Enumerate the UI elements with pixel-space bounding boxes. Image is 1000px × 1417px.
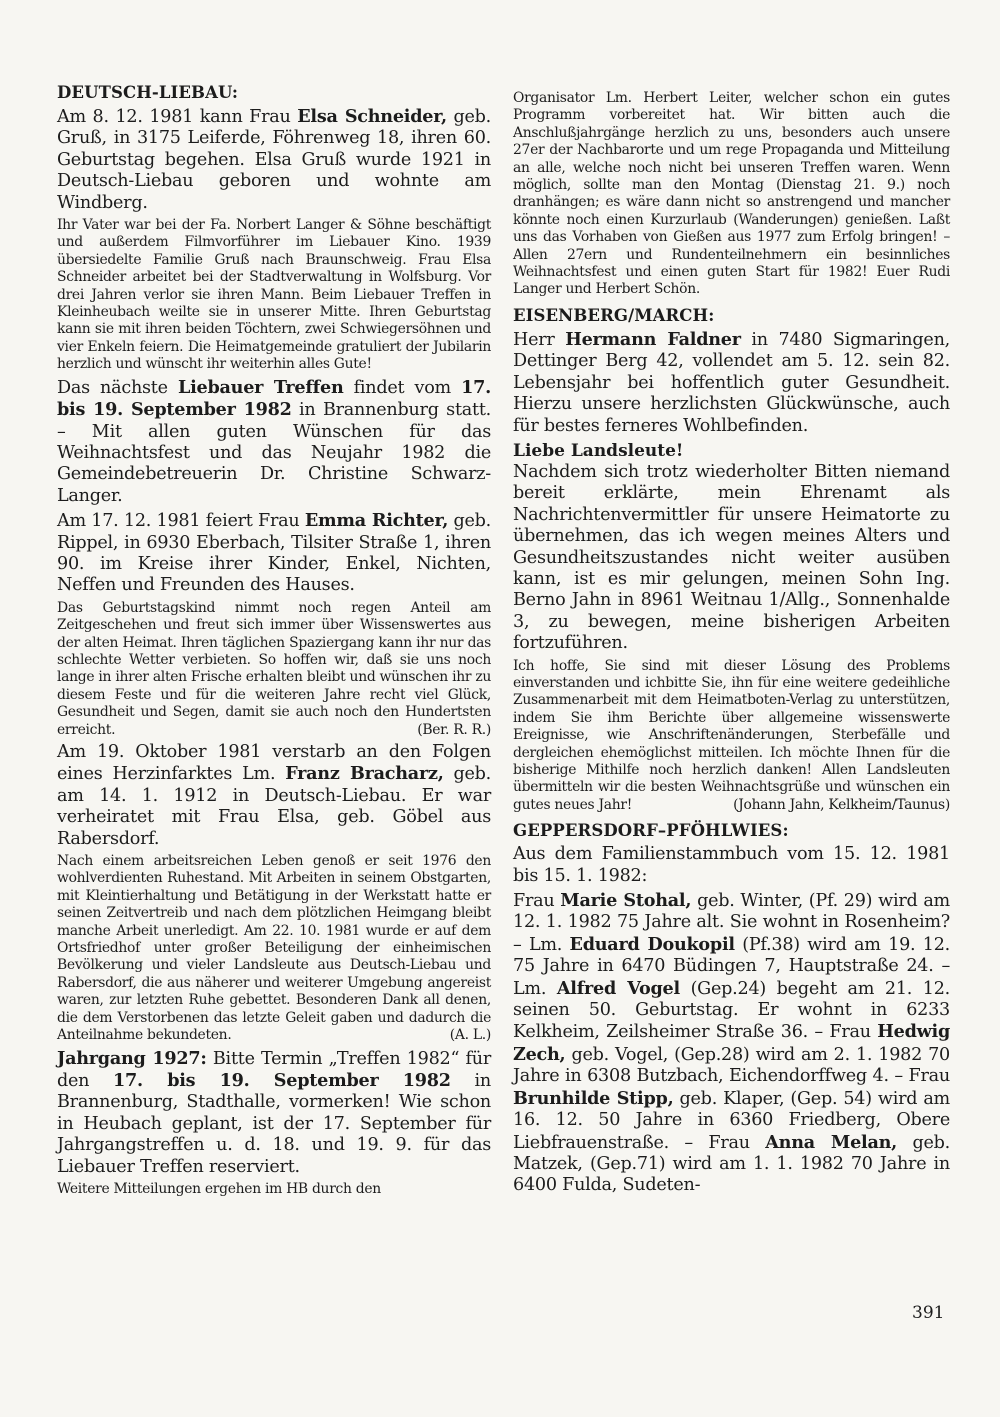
text-run: geb. Matzek, (Gep.71) wird am 1. 1. 1982 70 Jahre in 6400 Fulda, Sudeten- [513, 1132, 950, 1196]
text-run: Nachdem sich trotz wiederholter Bitten niemand bereit erklärte, mein Ehrenamt als Nachrichtenvermittler für unsere Heimatorte zu übernehmen, das ich wegen meines Alters und Gesundheitszustandes nicht weiter ausüben kann, ist es mir gelungen, meinen Sohn Ing. Berno Jahn in 8961 Weitnau 1/Allg., Sonnenhalde 3, zu bewegen, meine bisherigen Arbeiten fortzuführen. [513, 461, 950, 654]
bold-text: Alfred Vogel [556, 977, 680, 999]
author-signature: (Johann Jahn, Kelkheim/Taunus) [733, 796, 950, 813]
left-column [57, 76, 491, 1201]
text-run: Organisator Lm. Herbert Leiter, welcher schon ein gutes Programm vorbereitet hat. Wir bitten auch die Anschlußjahrgänge herzlich zu uns, besonders auch unsere 27er der Nachbarorte und um rege Propaganda und Mitteilung an alle, welche noch nicht bei unseren Treffen waren. Wenn möglich, sollte man den Montag (Dienstag 21. 9.) noch dranhängen; es wäre dann nicht so anstrengend und mancher könnte noch einen Kurzurlaub (Wanderungen) genießen. Laßt uns das Vorhaben von Gießen aus 1977 zum Erfolg bringen! – Allen 27ern und Rundenteilnehmern ein besinnliches Weihnachtsfest und einen guten Start für 1982! Euer Rudi Langer und Herbert Schön. [513, 90, 950, 298]
text-run: Nach einem arbeitsreichen Leben genoß er seit 1976 den wohlverdienten Ruhestand. Mit Arbeiten in seinem Obstgarten, mit Kleintierhaltung und Betätigung in der Werkstatt hatte er seinen Zeitvertreib und nach dem plötzlichen Heimgang bleibt manche Arbeit unerledigt. Am 22. 10. 1981 wurde er auf dem Ortsfriedhof unter großer Beteiligung der einheimischen Bevölkerung und vieler Landsleute aus Deutsch-Liebau und Rabersdorf, die aus näherer und weiterer Umgebung angereist waren, zur letzten Ruhe gebettet. Besonderen Dank all denen, die dem Verstorbenen das letzte Geleit gaben und dadurch die Anteilnahme bekundeten. [57, 853, 491, 1044]
text-run: geb. Gruß, in 3175 Leiferde, Föhrenweg 18, ihren 60. Geburtstag begehen. Elsa Gruß wurde 1921 in Deutsch-Liebau geboren und wohnte am Windberg. [57, 107, 491, 213]
text-run: in 7480 Sigmaringen, Dettinger Berg 42, vollendet am 5. 12. sein 82. Lebensjahr bei hoffentlich guter Gesundheit. Hierzu unsere herzlichsten Glückwünsche, auch für bestes ferneres Wohlbefinden. [513, 329, 950, 436]
paragraph [57, 106, 491, 214]
text-run: in Brannenburg statt. – Mit allen guten Wünschen für das Weihnachtsfest und das Neujahr 1982 die Gemeindebetreuerin Dr. Christine Schwarz-Langer. [57, 400, 491, 506]
text-run: Am 19. Oktober 1981 verstarb an den Folgen eines Herzinfarktes Lm. [57, 742, 491, 785]
text-run: Ich hoffe, Sie sind mit dieser Lösung des Problems einverstanden und ichbitte Sie, ihn für eine weitere gedeihliche Zusammenarbeit mit dem Heimatboten-Verlag zu unterstützen, indem Sie ihm Berichte über allgemeine wissenswerte Ereignisse, wie Anschriftenänderungen, Sterbefälle und dergleichen ehemöglichst mitteilen. Ich möchte Ihnen für die bisherige Mithilfe noch herzlich danken! Allen Landsleuten übermitteln wir die besten Weihnachtsgrüße und wünschen ein gutes neues Jahr! [513, 657, 950, 813]
paragraph [513, 890, 950, 1197]
paragraph [57, 853, 491, 1044]
text-run: Das nächste [57, 377, 178, 398]
text-run: (Pf.38) wird am 19. 12. 75 Jahre in 6470 Büdingen 7, Hauptstraße 24. – Lm. [513, 934, 950, 999]
paragraph [57, 1048, 491, 1178]
text-run: findet vom [343, 377, 462, 398]
text-run: geb. Vogel, (Gep.28) wird am 2. 1. 1982 70 Jahre in 6308 Butzbach, Eichendorffweg 4. – Frau [513, 1044, 950, 1087]
text-run: geb. Winter, (Pf. 29) wird am 12. 1. 1982 75 Jahre alt. Sie wohnt in Rosenheim? – Lm. [513, 891, 950, 955]
paragraph [513, 90, 950, 299]
text-run: Herr [513, 329, 566, 350]
text-run: geb. Rippel, in 6930 Eberbach, Tilsiter Straße 1, ihren 90. im Kreise ihrer Kinder, Enkel, Nichten, Neffen und Freunden des Hauses. [57, 511, 491, 596]
section-heading [513, 305, 950, 327]
text-run: Das Geburtstagskind nimmt noch regen Anteil am Zeitgeschehen und freut sich immer über Wissenswertes aus der alten Heimat. Ihren täglichen Spaziergang kann ihr nur das schlechte Wetter verbieten. So hoffen wir, daß sie uns noch lange in ihrer alten Frische erhalten bleibt und wünschen ihr zu diesem Feste und für die weiteren Jahre recht viel Glück, Gesundheit und Segen, damit sie auch noch den Hundertsten erreicht. [57, 599, 491, 738]
paragraph [513, 844, 950, 887]
paragraph [513, 462, 950, 655]
text-run: geb. Klaper, (Gep. 54) wird am 16. 12. 50 Jahre in 6360 Friedberg, Obere Liebfrauenstraße. – Frau [513, 1088, 950, 1153]
author-signature: (A. L.) [449, 1027, 491, 1044]
text-run: DEUTSCH-LIEBAU: [57, 83, 239, 102]
right-column [513, 90, 950, 1200]
paragraph [57, 742, 491, 850]
text-run: Am 8. 12. 1981 kann Frau [57, 107, 298, 127]
paragraph [513, 329, 950, 437]
text-run: Ihr Vater war bei der Fa. Norbert Langer & Söhne beschäftigt und außerdem Filmvorführer im Liebauer Kino. 1939 übersiedelte Familie Gruß nach Braunschweig. Frau Elsa Schneider arbeitet bei der Stadtverwaltung in Wolfsburg. Vor drei Jahren verlor sie ihren Mann. Beim Liebauer Treffen in Kleinheubach weilte sie in unserer Mitte. Ihren Geburtstag kann sie mit ihren beiden Töchtern, zwei Schwiegersöhnen und vier Enkeln feiern. Die Heimatgemeinde gratuliert der Jubilarin herzlich und wünscht ihr weiterhin alles Gute! [57, 217, 491, 373]
section-heading [57, 82, 491, 104]
text-run: (Gep.24) begeht am 21. 12. seinen 50. Geburtstag. Er wohnt in 6233 Kelkheim, Zeilsheimer Straße 36. – Frau [513, 978, 950, 1043]
text-run: EISENBERG/MARCH: [513, 305, 715, 325]
author-signature: (Ber. R. R.) [417, 721, 491, 738]
text-run: Liebe Landsleute! [513, 440, 684, 461]
bold-text: Elsa Schneider, [297, 106, 447, 127]
text-run: Aus dem Familienstammbuch vom 15. 12. 1981 bis 15. 1. 1982: [513, 844, 950, 886]
salutation [513, 440, 950, 462]
paragraph [57, 377, 491, 507]
bold-text: Brunhilde Stipp, [513, 1087, 674, 1109]
bold-text: Franz Bracharz, [285, 763, 444, 785]
bold-text: Emma Richter, [304, 510, 449, 532]
bold-text: Jahrgang 1927: [57, 1047, 207, 1069]
text-run: Am 17. 12. 1981 feiert Frau [57, 511, 305, 532]
text-run: geb. am 14. 1. 1912 in Deutsch-Liebau. Er war verheiratet mit Frau Elsa, geb. Göbel aus Rabersdorf. [57, 764, 491, 849]
bold-text: 17. bis 19. September 1982 [57, 376, 491, 421]
bold-text: Hermann Faldner [565, 328, 741, 350]
text-run: in Brannenburg, Stadthalle, vormerken! Wie schon in Heubach geplant, ist der 17. September für Jahrgangstreffen u. d. 18. und 19. 9. für das Liebauer Treffen reserviert. [57, 1070, 491, 1177]
bold-text: 17. bis 19. September 1982 [113, 1069, 451, 1091]
bold-text: Anna Melan, [765, 1131, 898, 1153]
paragraph [57, 510, 491, 597]
text-run: GEPPERSDORF–PFÖHLWIES: [513, 821, 789, 841]
page-number: 391 [912, 1303, 945, 1323]
text-run: Bitte Termin „Treffen 1982“ für den [57, 1048, 491, 1091]
paragraph [57, 1181, 491, 1198]
text-run: Weitere Mitteilungen ergehen im HB durch den [57, 1180, 381, 1197]
paragraph [513, 658, 950, 815]
bold-text: Eduard Doukopil [569, 933, 735, 955]
bold-text: Marie Stohal, [560, 890, 692, 912]
text-run: Frau [513, 891, 561, 912]
bold-text: Liebauer Treffen [177, 376, 344, 398]
bold-text: Hedwig Zech, [513, 1021, 950, 1065]
paragraph [57, 600, 491, 739]
paragraph [57, 217, 491, 374]
section-heading [513, 820, 950, 842]
